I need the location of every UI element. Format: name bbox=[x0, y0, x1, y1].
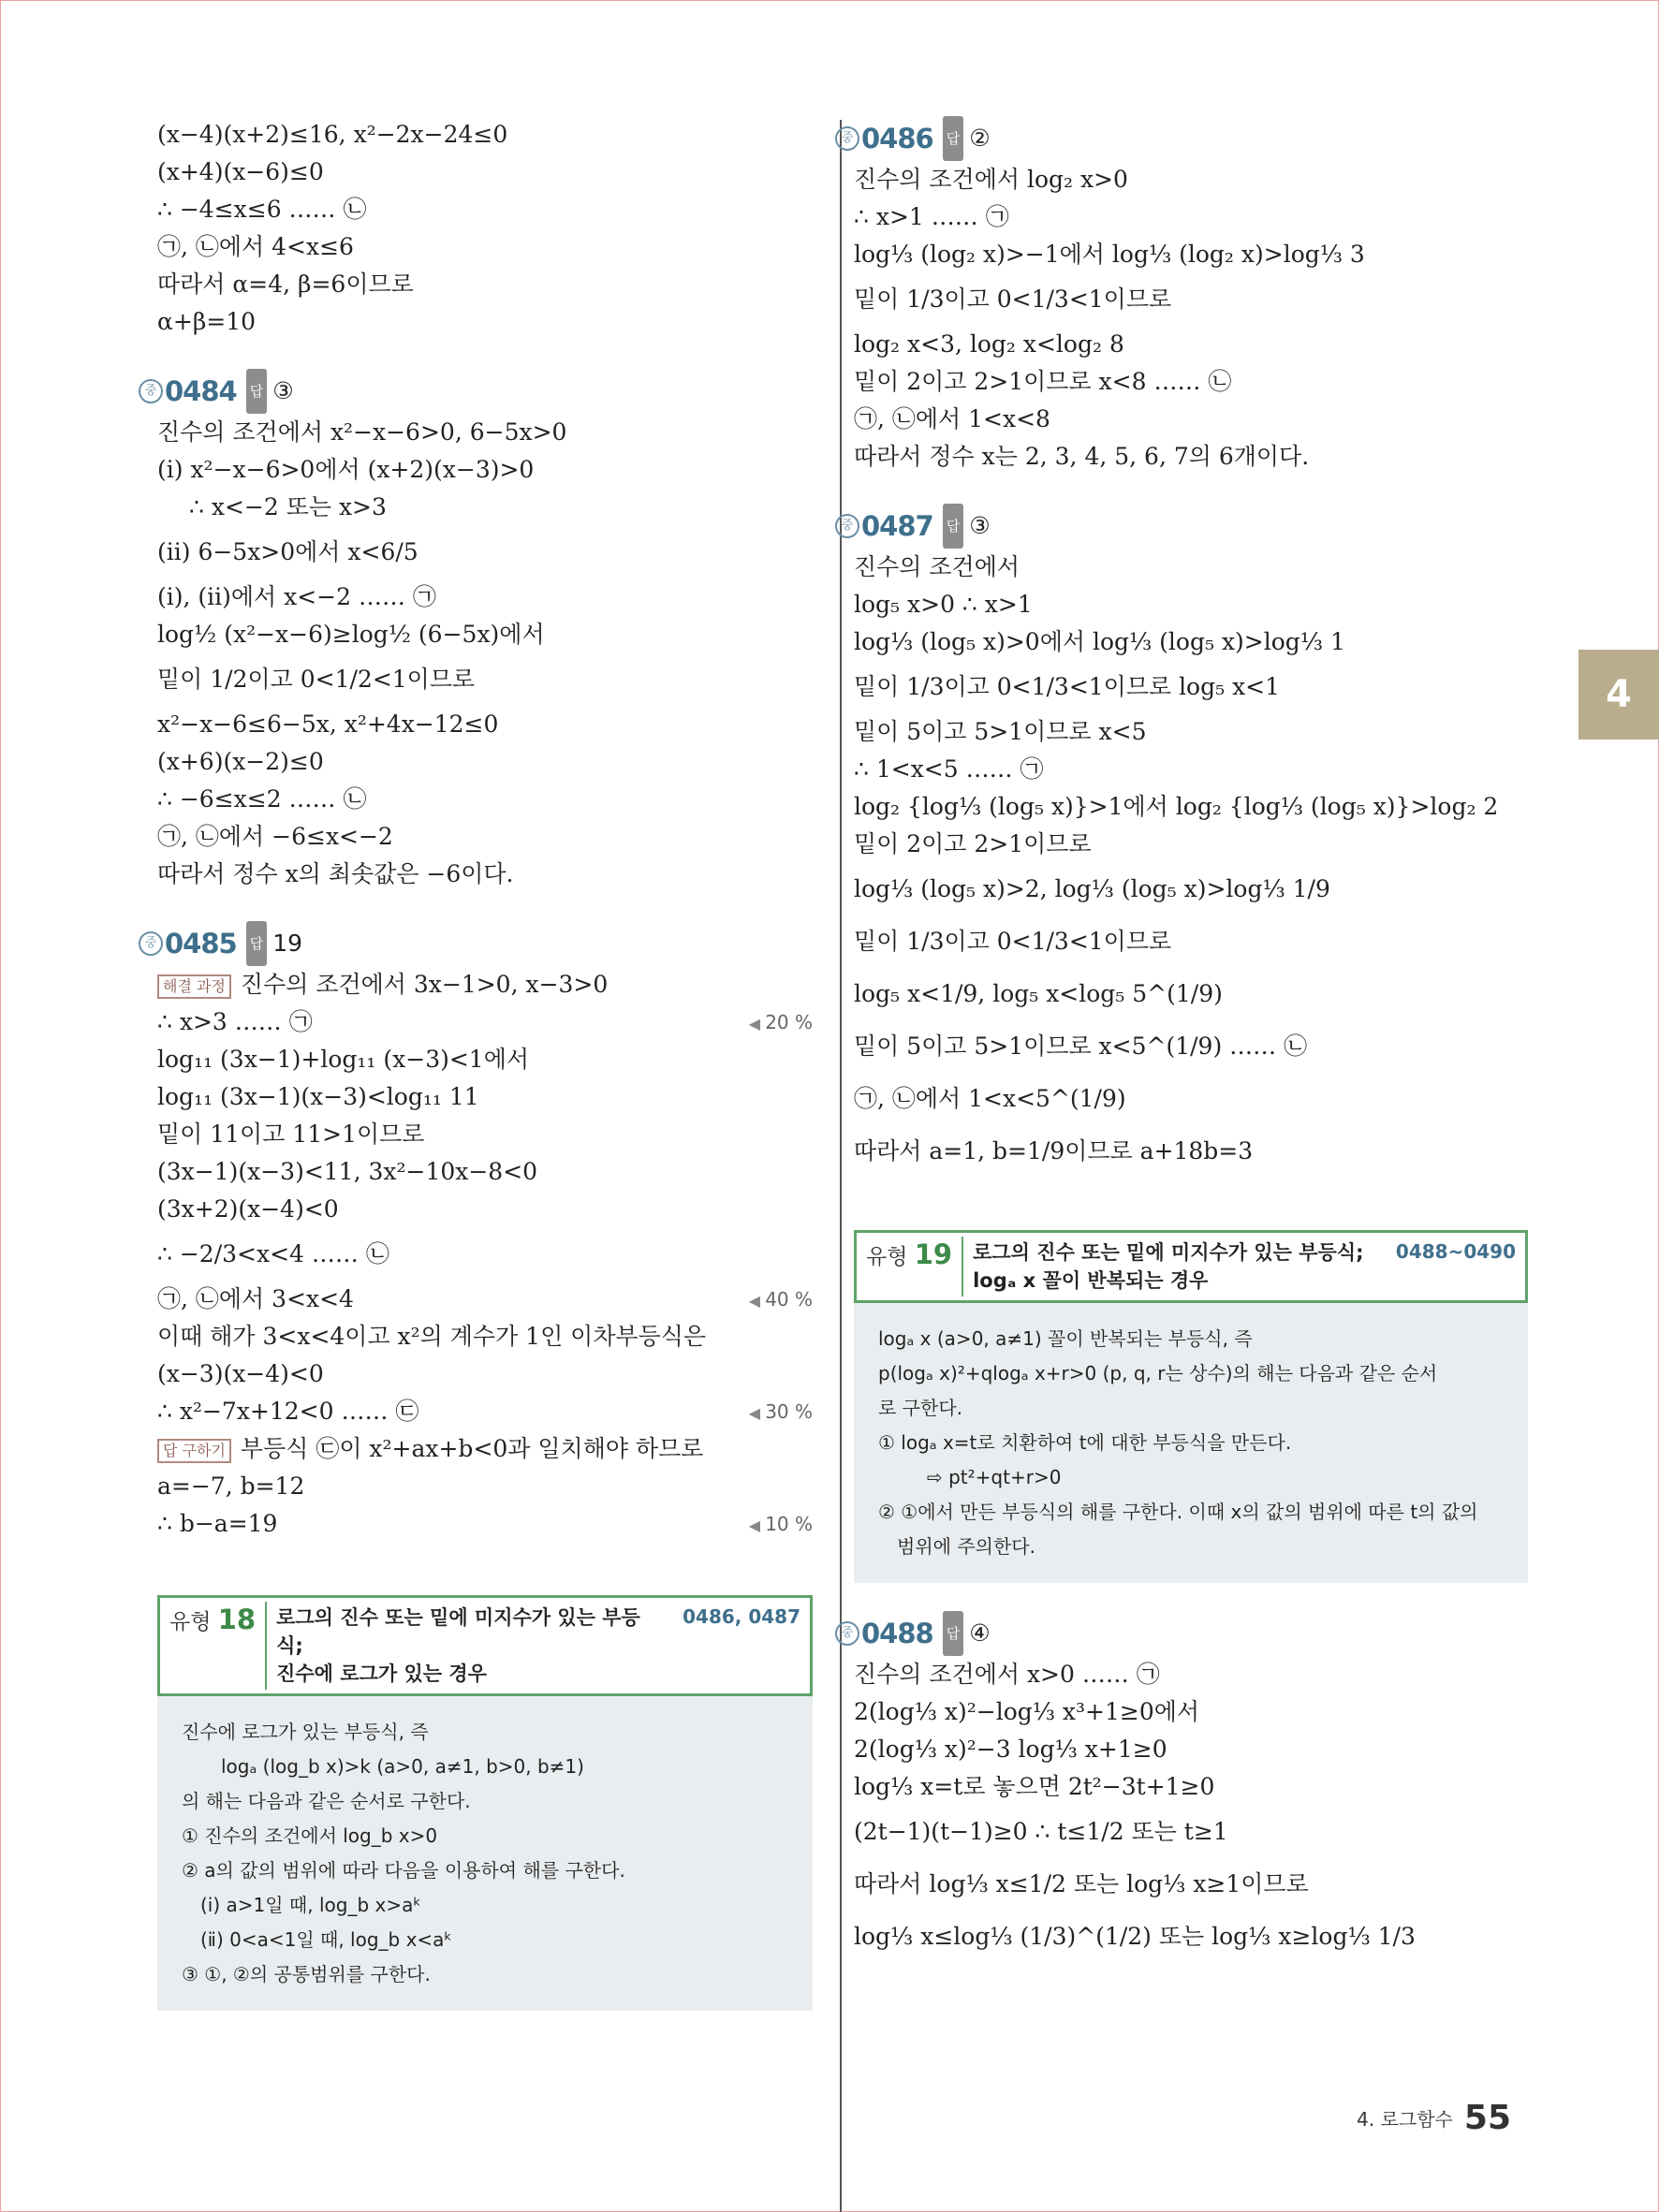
solution-line: 밑이 5이고 5>1이므로 x<5^(1/9) …… ㉡ bbox=[854, 1033, 1308, 1060]
type-18-section bbox=[157, 1595, 813, 2011]
solution-text: ∴ b−a=19 bbox=[157, 1510, 278, 1537]
score-percent: ◀ 10 % bbox=[749, 1505, 813, 1545]
solution-line: (3x−1)(x−3)<11, 3x²−10x−8<0 bbox=[157, 1158, 538, 1185]
type-19-section bbox=[854, 1230, 1528, 1583]
solution-line: ∴ −6≤x≤2 …… ㉡ bbox=[157, 785, 367, 813]
difficulty-badge: 중 bbox=[139, 931, 163, 956]
solution-line: 이때 해가 3<x<4이고 x²의 계수가 1인 이차부등식은 bbox=[157, 1323, 707, 1350]
solution-line: 밑이 11이고 11>1이므로 bbox=[157, 1121, 425, 1148]
solution-line: 밑이 2이고 2>1이므로 bbox=[854, 830, 1092, 857]
summary-line: ⇨ pt²+qt+r>0 bbox=[927, 1466, 1062, 1488]
solution-line: 진수의 조건에서 bbox=[854, 553, 1020, 580]
summary-line: p(logₐ x)²+qlogₐ x+r>0 (p, q, r는 상수)의 해는 다음과 같은 순서 bbox=[878, 1362, 1438, 1384]
solution-line: ∴ −2/3<x<4 …… ㉡ bbox=[157, 1240, 389, 1267]
solution-line: 진수의 조건에서 log₂ x>0 bbox=[854, 166, 1128, 193]
type-title-line: 로그의 진수 또는 밑에 미지수가 있는 부등식; bbox=[276, 1606, 640, 1657]
score-percent: ◀ 20 % bbox=[749, 1003, 813, 1043]
problem-header bbox=[139, 921, 813, 966]
problem-header bbox=[835, 116, 1528, 161]
chapter-label: 4. 로그함수 bbox=[1357, 2108, 1453, 2131]
solution-text: 진수의 조건에서 3x−1>0, x−3>0 bbox=[240, 971, 609, 998]
solution-line: log₅ x>0 ∴ x>1 bbox=[854, 591, 1033, 618]
solution-line: (x+4)(x−6)≤0 bbox=[157, 158, 324, 185]
solution-text: ∴ x²−7x+12<0 …… ㉢ bbox=[157, 1398, 419, 1425]
type-label bbox=[160, 1598, 265, 1693]
score-percent: ◀ 30 % bbox=[749, 1393, 813, 1432]
type-title-line: 로그의 진수 또는 밑에 미지수가 있는 부등식; bbox=[973, 1241, 1364, 1264]
problem-0486 bbox=[841, 116, 1528, 476]
solution-line: ㉠, ㉡에서 4<x≤6 bbox=[157, 233, 354, 260]
solution-line bbox=[157, 1393, 813, 1430]
type-word: 유형 bbox=[169, 1610, 212, 1634]
answer-label: 답 bbox=[246, 369, 268, 414]
solution-line: log₂ {log⅓ (log₅ x)}>1에서 log₂ {log⅓ (log₅ x)}>log₂ 2 bbox=[854, 793, 1499, 820]
solution-line: a=−7, b=12 bbox=[157, 1472, 305, 1500]
solution-line bbox=[157, 1003, 813, 1041]
column-divider bbox=[840, 120, 842, 2212]
problem-number: 0485 bbox=[165, 928, 237, 960]
summary-line: ① 진수의 조건에서 log_b x>0 bbox=[182, 1824, 438, 1847]
answer-label: 답 bbox=[246, 921, 268, 966]
type-number: 19 bbox=[914, 1238, 953, 1270]
solution-text: ㉠, ㉡에서 3<x<4 bbox=[157, 1285, 354, 1312]
problem-header bbox=[835, 1611, 1528, 1656]
problem-number: 0486 bbox=[861, 123, 933, 154]
step-tag: 답 구하기 bbox=[157, 1439, 231, 1463]
solution-line: (2t−1)(t−1)≥0 ∴ t≤1/2 또는 t≥1 bbox=[854, 1818, 1228, 1845]
summary-line: 의 해는 다음과 같은 순서로 구한다. bbox=[182, 1790, 471, 1812]
answer-label: 답 bbox=[943, 116, 964, 161]
answer-value: ② bbox=[969, 125, 991, 152]
solution-line: 밑이 2이고 2>1이므로 x<8 …… ㉡ bbox=[854, 368, 1232, 395]
solution-line: log⅓ (log₂ x)>−1에서 log⅓ (log₂ x)>log⅓ 3 bbox=[854, 241, 1365, 268]
solution-line: (ⅰ), (ⅱ)에서 x<−2 …… ㉠ bbox=[157, 583, 436, 610]
summary-line: ② a의 값의 범위에 따라 다음을 이용하여 해를 구한다. bbox=[182, 1859, 625, 1882]
summary-line: ③ ①, ②의 공통범위를 구한다. bbox=[182, 1963, 431, 1985]
solution-line: (x−3)(x−4)<0 bbox=[157, 1360, 324, 1387]
problem-number: 0488 bbox=[861, 1618, 933, 1649]
summary-line: ① logₐ x=t로 치환하여 t에 대한 부등식을 만든다. bbox=[878, 1431, 1292, 1454]
solution-line: 따라서 α=4, β=6이므로 bbox=[157, 271, 414, 298]
answer-value: ③ bbox=[272, 377, 294, 404]
solution-line: 따라서 정수 x의 최솟값은 −6이다. bbox=[157, 860, 514, 887]
problem-0487 bbox=[841, 504, 1528, 1178]
solution-line: 2(log⅓ x)²−log⅓ x³+1≥0에서 bbox=[854, 1698, 1200, 1725]
solution-line: 따라서 log⅓ x≤1/2 또는 log⅓ x≥1이므로 bbox=[854, 1870, 1309, 1897]
solution-line: ∴ 1<x<5 …… ㉠ bbox=[854, 755, 1044, 783]
page-number: 55 bbox=[1463, 2099, 1511, 2137]
solution-line: log⅓ (log₅ x)>0에서 log⅓ (log₅ x)>log⅓ 1 bbox=[854, 628, 1345, 655]
type-summary bbox=[157, 1696, 813, 2011]
type-label bbox=[857, 1233, 962, 1300]
solution-line: (x+6)(x−2)≤0 bbox=[157, 748, 324, 775]
problem-number: 0487 bbox=[861, 510, 933, 542]
problem-0488 bbox=[841, 1611, 1528, 1963]
solution-line: 따라서 정수 x는 2, 3, 4, 5, 6, 7의 6개이다. bbox=[854, 443, 1310, 470]
solution-line: log½ (x²−x−6)≥log½ (6−5x)에서 bbox=[157, 621, 545, 648]
solution-line: log⅓ x=t로 놓으면 2t²−3t+1≥0 bbox=[854, 1773, 1215, 1800]
solution-line: (x−4)(x+2)≤16, x²−2x−24≤0 bbox=[157, 121, 508, 148]
solution-line: α+β=10 bbox=[157, 308, 257, 335]
solution-line: ∴ −4≤x≤6 …… ㉡ bbox=[157, 196, 367, 223]
solution-line: 진수의 조건에서 x>0 …… ㉠ bbox=[854, 1661, 1160, 1688]
left-column bbox=[144, 116, 813, 2011]
problem-header bbox=[139, 369, 813, 414]
summary-line: ② ①에서 만든 부등식의 해를 구한다. 이때 x의 값의 범위에 따른 t의 값의 bbox=[878, 1501, 1478, 1523]
solution-line: log⅓ x≤log⅓ (1/3)^(1/2) 또는 log⅓ x≥log⅓ 1/3 bbox=[854, 1923, 1416, 1950]
solution-line: ∴ x<−2 또는 x>3 bbox=[189, 493, 387, 520]
problem-range: 0488~0490 bbox=[1395, 1240, 1516, 1263]
solution-line: (ⅱ) 6−5x>0에서 x<6/5 bbox=[157, 538, 418, 565]
problem-number: 0484 bbox=[165, 375, 237, 407]
type-title bbox=[963, 1233, 1387, 1300]
solution-line: ∴ x>1 …… ㉠ bbox=[854, 203, 1009, 230]
solution-line: log₅ x<1/9, log₅ x<log₅ 5^(1/9) bbox=[854, 980, 1223, 1007]
solution-line: 밑이 1/3이고 0<1/3<1이므로 bbox=[854, 286, 1172, 313]
type-number: 18 bbox=[217, 1604, 257, 1635]
solution-line: log₂ x<3, log₂ x<log₂ 8 bbox=[854, 330, 1124, 358]
solution-line: ㉠, ㉡에서 1<x<5^(1/9) bbox=[854, 1085, 1126, 1112]
difficulty-badge: 중 bbox=[835, 514, 859, 538]
solution-line: 진수의 조건에서 x²−x−6>0, 6−5x>0 bbox=[157, 418, 567, 446]
difficulty-badge: 중 bbox=[139, 379, 163, 403]
solution-text: 부등식 ㉢이 x²+ax+b<0과 일치해야 하므로 bbox=[240, 1435, 704, 1462]
answer-value: ④ bbox=[969, 1619, 991, 1647]
type-summary bbox=[854, 1303, 1528, 1583]
solution-line: 밑이 1/3이고 0<1/3<1이므로 log₅ x<1 bbox=[854, 673, 1281, 700]
solution-line: log⅓ (log₅ x)>2, log⅓ (log₅ x)>log⅓ 1/9 bbox=[854, 875, 1330, 902]
type-header bbox=[157, 1595, 813, 1696]
summary-line: logₐ (log_b x)>k (a>0, a≠1, b>0, b≠1) bbox=[221, 1755, 584, 1778]
problem-range: 0486, 0487 bbox=[683, 1605, 800, 1628]
right-column bbox=[841, 116, 1528, 1963]
score-percent: ◀ 40 % bbox=[749, 1281, 813, 1320]
solution-line: ㉠, ㉡에서 1<x<8 bbox=[854, 405, 1050, 432]
solution-line bbox=[157, 1505, 813, 1543]
page-footer bbox=[1357, 2099, 1511, 2137]
solution-line: (ⅰ) x²−x−6>0에서 (x+2)(x−3)>0 bbox=[157, 456, 535, 483]
solution-line: 밑이 5이고 5>1이므로 x<5 bbox=[854, 718, 1147, 745]
solution-line: (3x+2)(x−4)<0 bbox=[157, 1195, 339, 1223]
solution-line: 밑이 1/2이고 0<1/2<1이므로 bbox=[157, 666, 476, 693]
type-title bbox=[267, 1598, 673, 1693]
solution-line: log₁₁ (3x−1)+log₁₁ (x−3)<1에서 bbox=[157, 1046, 530, 1073]
summary-line: 범위에 주의한다. bbox=[897, 1535, 1035, 1558]
summary-line: (ⅰ) a>1일 때, log_b x>aᵏ bbox=[200, 1894, 421, 1916]
type-title-line: logₐ x 꼴이 반복되는 경우 bbox=[973, 1269, 1209, 1292]
solution-line: x²−x−6≤6−5x, x²+4x−12≤0 bbox=[157, 710, 499, 738]
summary-line: 진수에 로그가 있는 부등식, 즉 bbox=[182, 1721, 429, 1743]
solution-line bbox=[157, 1430, 813, 1468]
problem-0484 bbox=[144, 369, 813, 893]
continued-solution bbox=[157, 116, 813, 341]
problem-header bbox=[835, 504, 1528, 549]
solution-text: ∴ x>3 …… ㉠ bbox=[157, 1008, 313, 1035]
summary-line: 로 구한다. bbox=[878, 1397, 962, 1419]
solution-line bbox=[157, 1281, 813, 1318]
difficulty-badge: 중 bbox=[835, 1621, 859, 1646]
solution-line: log₁₁ (3x−1)(x−3)<log₁₁ 11 bbox=[157, 1083, 479, 1110]
summary-line: (ⅱ) 0<a<1일 때, log_b x<aᵏ bbox=[200, 1928, 452, 1951]
answer-label: 답 bbox=[943, 1611, 964, 1656]
solution-line: 따라서 a=1, b=1/9이므로 a+18b=3 bbox=[854, 1137, 1254, 1165]
chapter-side-tab: 4 bbox=[1578, 650, 1659, 740]
answer-value: ③ bbox=[969, 512, 991, 539]
solution-line: 밑이 1/3이고 0<1/3<1이므로 bbox=[854, 928, 1172, 955]
solution-line bbox=[157, 966, 813, 1003]
type-title-line: 진수에 로그가 있는 경우 bbox=[276, 1663, 487, 1685]
answer-label: 답 bbox=[943, 504, 964, 549]
difficulty-badge: 중 bbox=[835, 126, 859, 151]
solution-line: 2(log⅓ x)²−3 log⅓ x+1≥0 bbox=[854, 1736, 1167, 1763]
step-tag: 해결 과정 bbox=[157, 974, 231, 999]
answer-value: 19 bbox=[272, 930, 303, 957]
type-header bbox=[854, 1230, 1528, 1303]
solution-line: ㉠, ㉡에서 −6≤x<−2 bbox=[157, 823, 393, 850]
summary-line: logₐ x (a>0, a≠1) 꼴이 반복되는 부등식, 즉 bbox=[878, 1327, 1253, 1350]
problem-0485 bbox=[144, 921, 813, 1543]
type-word: 유형 bbox=[866, 1245, 908, 1269]
